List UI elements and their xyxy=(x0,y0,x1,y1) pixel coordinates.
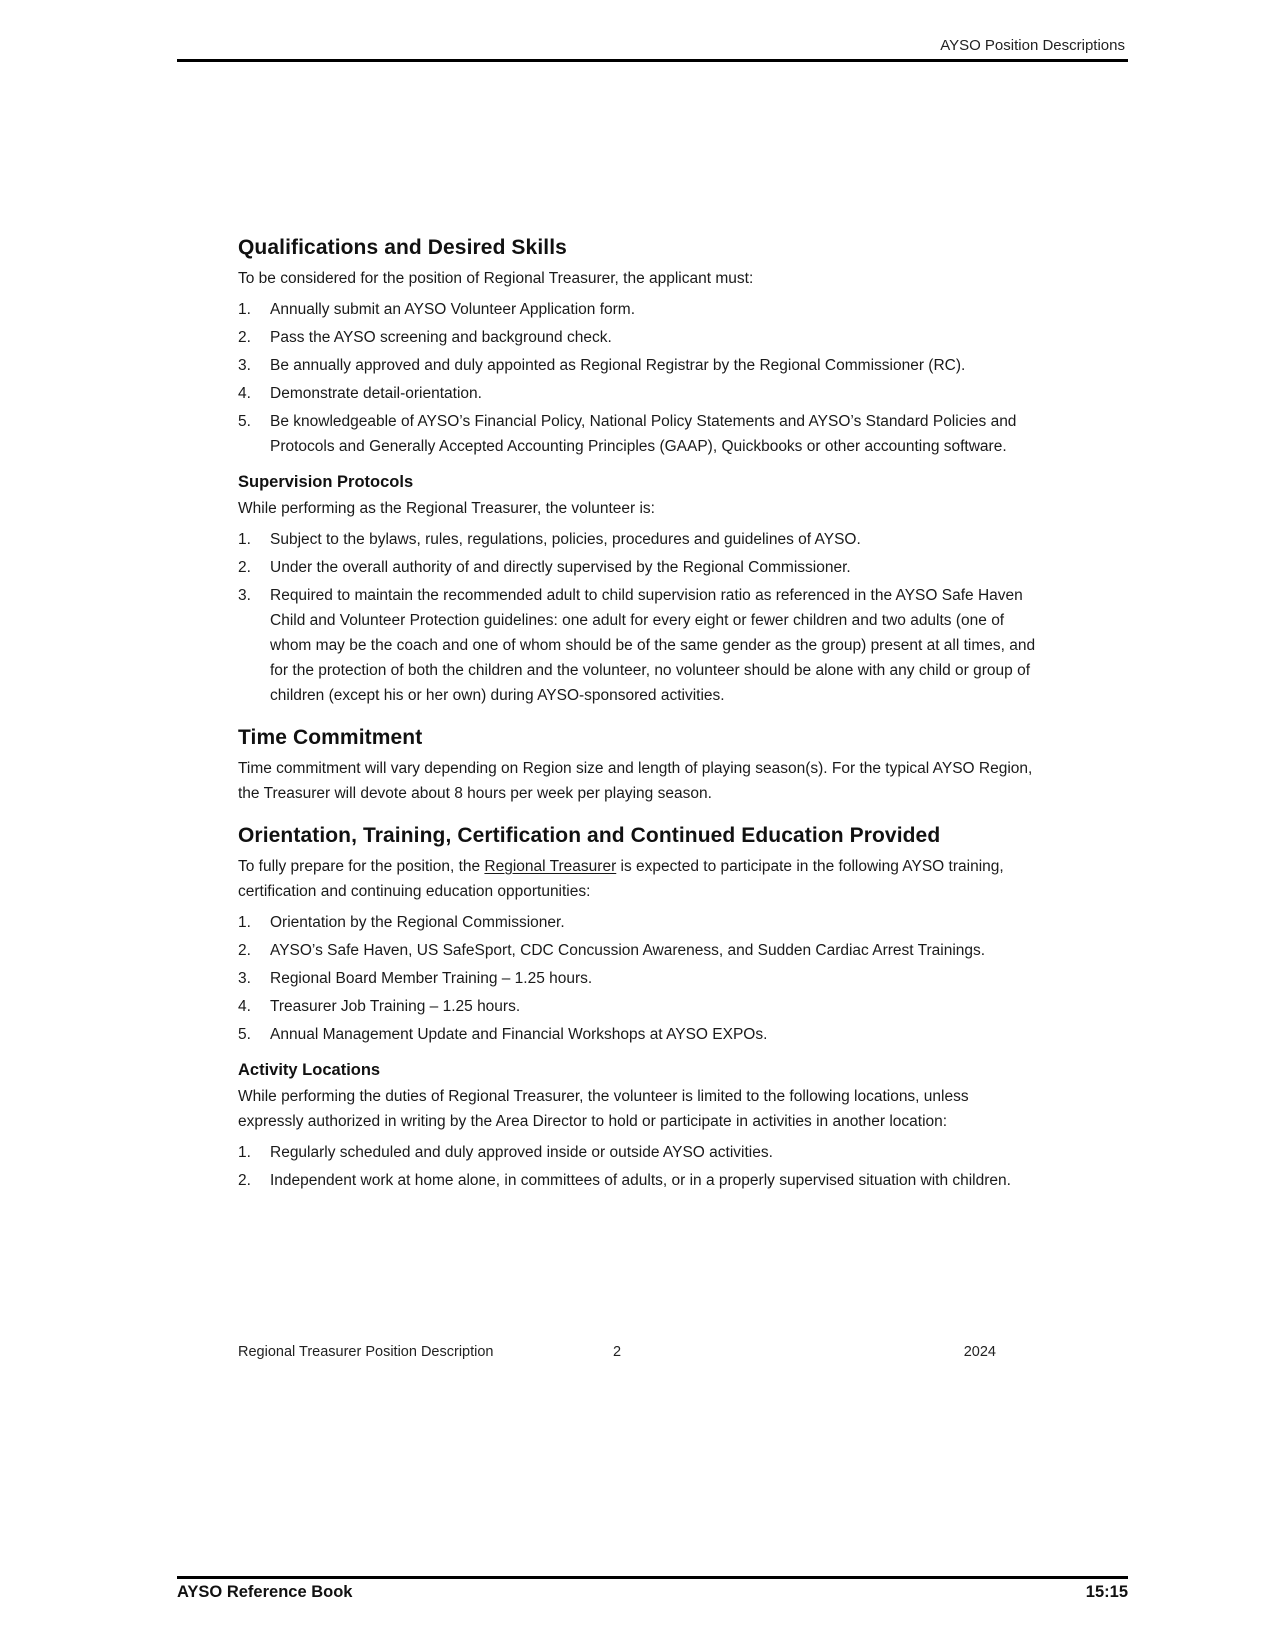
bottom-bar-book-title: AYSO Reference Book xyxy=(177,1583,353,1601)
list-item xyxy=(238,555,1038,580)
section-qualifications xyxy=(238,236,1038,459)
section-activity-locations xyxy=(238,1061,1038,1193)
list-item xyxy=(238,409,1038,459)
bottom-bar xyxy=(177,1583,1128,1602)
list-item-text: Regional Board Member Training – 1.25 hours. xyxy=(270,970,593,987)
bottom-bar-time: 15:15 xyxy=(1085,1583,1128,1601)
list-item-number: 4. xyxy=(238,385,251,402)
intro-text-before: To fully prepare for the position, the xyxy=(238,858,485,875)
list-item-number: 2. xyxy=(238,1172,251,1189)
list-item xyxy=(238,353,1038,378)
section-heading-time-commitment: Time Commitment xyxy=(238,726,423,749)
list-item-text: Under the overall authority of and directly supervised by the Regional Commissioner. xyxy=(270,559,851,576)
list-item-number: 5. xyxy=(238,1026,251,1043)
document-content xyxy=(238,236,1038,1201)
list-item-text: Orientation by the Regional Commissioner. xyxy=(270,914,565,931)
list-item xyxy=(238,297,1038,322)
section-intro-activity-locations: While performing the duties of Regional Treasurer, the volunteer is limited to the following locations, unless expressly authorized in writing by the Area Director to hold or participate in activities in another location: xyxy=(238,1088,969,1130)
list-item-number: 3. xyxy=(238,587,251,604)
list-item xyxy=(238,325,1038,350)
numbered-list xyxy=(238,910,1038,1047)
footer-year: 2024 xyxy=(963,1344,996,1360)
regional-treasurer-link[interactable]: Regional Treasurer xyxy=(484,858,617,875)
list-item-number: 3. xyxy=(238,357,251,374)
footer-document-title: Regional Treasurer Position Description xyxy=(238,1344,494,1360)
list-item-number: 4. xyxy=(238,998,251,1015)
list-item-number: 1. xyxy=(238,531,251,548)
list-item xyxy=(238,381,1038,406)
list-item-text: AYSO’s Safe Haven, US SafeSport, CDC Concussion Awareness, and Sudden Cardiac Arrest Trainings. xyxy=(270,942,986,959)
list-item-text: Annual Management Update and Financial Workshops at AYSO EXPOs. xyxy=(270,1026,768,1043)
section-intro-time-commitment: Time commitment will vary depending on Region size and length of playing season(s). For the typical AYSO Region, the Treasurer will devote about 8 hours per week per playing season. xyxy=(238,760,1033,802)
page-footer xyxy=(238,1344,996,1360)
numbered-list xyxy=(238,527,1038,708)
bottom-rule xyxy=(177,1576,1128,1579)
list-item xyxy=(238,583,1038,708)
list-item-number: 2. xyxy=(238,559,251,576)
list-item-text: Annually submit an AYSO Volunteer Application form. xyxy=(270,301,636,318)
list-item-number: 2. xyxy=(238,942,251,959)
numbered-list xyxy=(238,1140,1038,1193)
list-item xyxy=(238,1168,1038,1193)
list-item xyxy=(238,910,1038,935)
page-header-title: AYSO Position Descriptions xyxy=(940,37,1125,54)
list-item-number: 1. xyxy=(238,914,251,931)
list-item xyxy=(238,1022,1038,1047)
footer-page-number: 2 xyxy=(612,1344,622,1360)
intro-text-after: is expected to participate in the following AYSO training, certification and continuing education opportunities: xyxy=(238,858,1004,900)
list-item-text: Demonstrate detail-orientation. xyxy=(270,385,482,402)
list-item-text: Required to maintain the recommended adult to child supervision ratio as referenced in the AYSO Safe Haven Child and Volunteer Protection guidelines: one adult for every eight or fewer children and two adults (one of whom may be the coach and one of whom should be of the same gender as the group) present at all times, and for the protection of both the children and the volunteer, no volunteer should be alone with any child or group of children (except his or her own) during AYSO-sponsored activities. xyxy=(270,587,1036,704)
numbered-list xyxy=(238,297,1038,459)
section-intro-qualifications: To be considered for the position of Regional Treasurer, the applicant must: xyxy=(238,270,754,287)
section-heading-qualifications: Qualifications and Desired Skills xyxy=(238,236,567,259)
list-item-text: Subject to the bylaws, rules, regulations, policies, procedures and guidelines of AYSO. xyxy=(270,531,861,548)
section-heading-activity-locations: Activity Locations xyxy=(238,1061,381,1079)
list-item-number: 1. xyxy=(238,301,251,318)
list-item-number: 2. xyxy=(238,329,251,346)
list-item-number: 5. xyxy=(238,413,251,430)
list-item xyxy=(238,938,1038,963)
section-supervision-protocols xyxy=(238,473,1038,708)
section-time-commitment xyxy=(238,726,1038,806)
header-rule xyxy=(177,59,1128,62)
list-item-number: 1. xyxy=(238,1144,251,1161)
section-heading-supervision-protocols: Supervision Protocols xyxy=(238,473,414,491)
list-item xyxy=(238,527,1038,552)
list-item-text: Be knowledgeable of AYSO’s Financial Policy, National Policy Statements and AYSO’s Standard Policies and Protocols and Generally Accepted Accounting Principles (GAAP), Quickbooks or other accounting software. xyxy=(270,413,1017,455)
section-intro-orientation-training xyxy=(238,854,1038,904)
section-heading-orientation-training: Orientation, Training, Certification and Continued Education Provided xyxy=(238,824,941,847)
list-item-number: 3. xyxy=(238,970,251,987)
list-item-text: Treasurer Job Training – 1.25 hours. xyxy=(270,998,521,1015)
list-item xyxy=(238,1140,1038,1165)
list-item xyxy=(238,994,1038,1019)
list-item-text: Be annually approved and duly appointed as Regional Registrar by the Regional Commissioner (RC). xyxy=(270,357,966,374)
list-item-text: Regularly scheduled and duly approved inside or outside AYSO activities. xyxy=(270,1144,773,1161)
section-intro-supervision-protocols: While performing as the Regional Treasurer, the volunteer is: xyxy=(238,500,655,517)
list-item-text: Independent work at home alone, in committees of adults, or in a properly supervised situation with children. xyxy=(270,1172,1011,1189)
list-item-text: Pass the AYSO screening and background check. xyxy=(270,329,612,346)
list-item xyxy=(238,966,1038,991)
section-orientation-training xyxy=(238,824,1038,1047)
